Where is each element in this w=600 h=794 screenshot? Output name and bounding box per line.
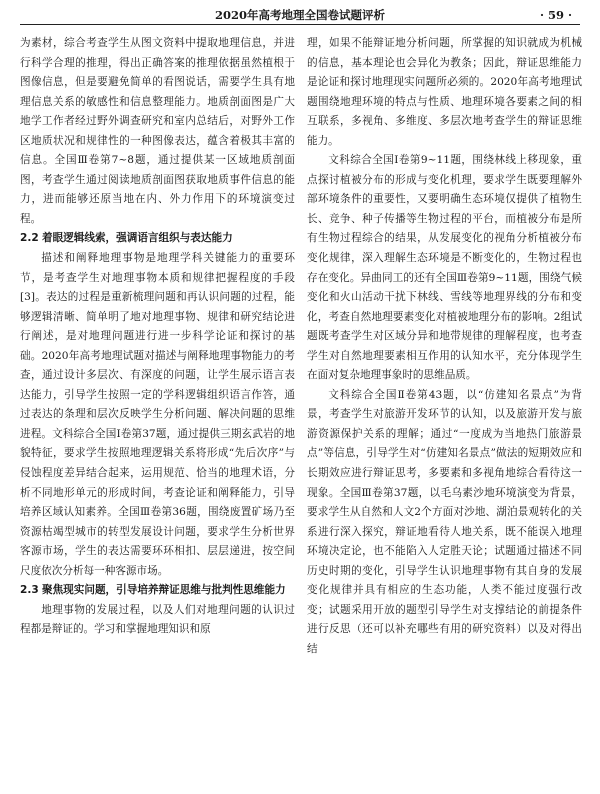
section-heading-2-3 (20, 581, 295, 601)
section-number: 2.2 (20, 232, 39, 245)
paragraph: 描述和阐释地理事物是地理学科关键能力的重要环节，是考查学生对地理事物本质和规律把握程度的手段[3]。表达的过程是重新梳理问题和再认识问题的过程，能够逻辑清晰、简单明了地对地理事物、规律和研究结论进行阐述，是对地理问题进行进一步科学论证和探讨的基础。2020年高考地理试题对描述与阐释地理事物能力的考查，通过设计多层次、有深度的问题，让学生展示语言表达能力，引导学生按照一定的学科逻辑组织语言作答，通过表达的条理和层次反映学生分析问题、解决问题的思维进程。文科综合全国Ⅰ卷第37题，通过提供三期玄武岩的地貌特征，要求学生按照地理逻辑关系将形成“先后次序”与侵蚀程度差异结合起来，运用规范、恰当的地理术语，分析不同地形单元的形成时间，考查论证和阐释能力，引导培养区域认知素养。全国Ⅲ卷第36题，围绕废置矿场乃至资源枯竭型城市的转型发展设计问题，要求学生分析世界客源市场，学生的表达需要环环相扣、层层递进，按空间尺度依次分析每一种客源市场。 (20, 252, 295, 577)
right-column (307, 34, 582, 660)
section-title: 聚焦现实问题，引导培养辩证思维与批判性思维能力 (42, 584, 286, 597)
page-number: · 59 · (539, 8, 572, 22)
left-column (20, 34, 295, 640)
section-heading-2-2 (20, 229, 295, 249)
section-title: 着眼逻辑线索，强调语言组织与表达能力 (42, 232, 233, 245)
header-title: 2020年高考地理全国卷试题评析 (214, 8, 385, 22)
paragraph: 地理事物的发展过程，以及人们对地理问题的认识过程都是辩证的。学习和掌握地理知识和原 (20, 603, 295, 636)
paragraph: 为素材，综合考查学生从图文资料中提取地理信息，并进行科学合理的推理，得出正确答案的推理依据虽然植根于图像信息，但是要避免简单的看图说话，需要学生具有地理信息关系的敏感性和信息整理能力。地质剖面图是广大地学工作者经过野外调查研究和室内总结后，对野外工作区地质状况和规律性的一种图像表达，蕴含着极其丰富的信息。全国Ⅲ卷第7~8题，通过提供某一区域地质剖面图，考查学生通过阅读地质剖面图获取地质事件信息的能力，进而能够还原当地在内、外力作用下的环境演变过程。 (20, 37, 295, 225)
paragraph: 文科综合全国Ⅱ卷第43题，以“仿建知名景点”为背景，考查学生对旅游开发环节的认知，以及旅游开发与旅游资源保护关系的理解；通过“一度成为当地热门旅游景点”等信息，引导学生对“仿建知名景点”做法的短期效应和长期效应进行辩证思考，多要素和多视角地综合看待这一现象。全国Ⅲ卷第37题，以毛乌素沙地环境演变为背景，要求学生从自然和人文2个方面对沙地、湖泊景观转化的关系进行深入探究，辩证地看待人地关系，既不能误入地理环境决定论，也不能陷入人定胜天论；试题通过描述不同历史时期的变化，引导学生认识地理事物有其自身的发展变化规律并具有相应的生态功能，人类不能过度强行改变；试题采用开放的题型引导学生对支撑结论的前提条件进行反思（还可以补充哪些有用的研究资料）以及对得出结 (307, 388, 582, 655)
paragraph: 文科综合全国Ⅰ卷第9~11题，围绕林线上移现象，重点探讨植被分布的形成与变化机理，要求学生既要理解外部环境条件的重要性，又要明确生态环境仅提供了植物生长、竞争、种子传播等生物过程的平台，而植被分布是所有生物过程综合的结果，从发展变化的视角分析植被分布变化规律，深入理解生态环境是不断变化的，生物过程也存在变化。异曲同工的还有全国Ⅲ卷第9~11题，围绕气候变化和火山活动干扰下林线、雪线等地理界线的分布和变化，考查自然地理要素变化对植被地理分布的影响。2组试题既考查学生对区域分异和地带规律的理解程度，也考查学生对自然地理要素相互作用的认知水平，充分体现学生在面对复杂地理事象时的思维品质。 (307, 154, 582, 382)
section-number: 2.3 (20, 584, 39, 597)
paragraph: 理，如果不能辩证地分析问题，所掌握的知识就成为机械的信息，基本理论也会异化为教条；因此，辩证思维能力是论证和探讨地理现实问题所必须的。2020年高考地理试题围绕地理环境的特点与性质、地理环境各要素之间的相互联系，多视角、多维度、多层次地考查学生的辩证思维能力。 (307, 37, 582, 147)
running-header (20, 6, 580, 25)
